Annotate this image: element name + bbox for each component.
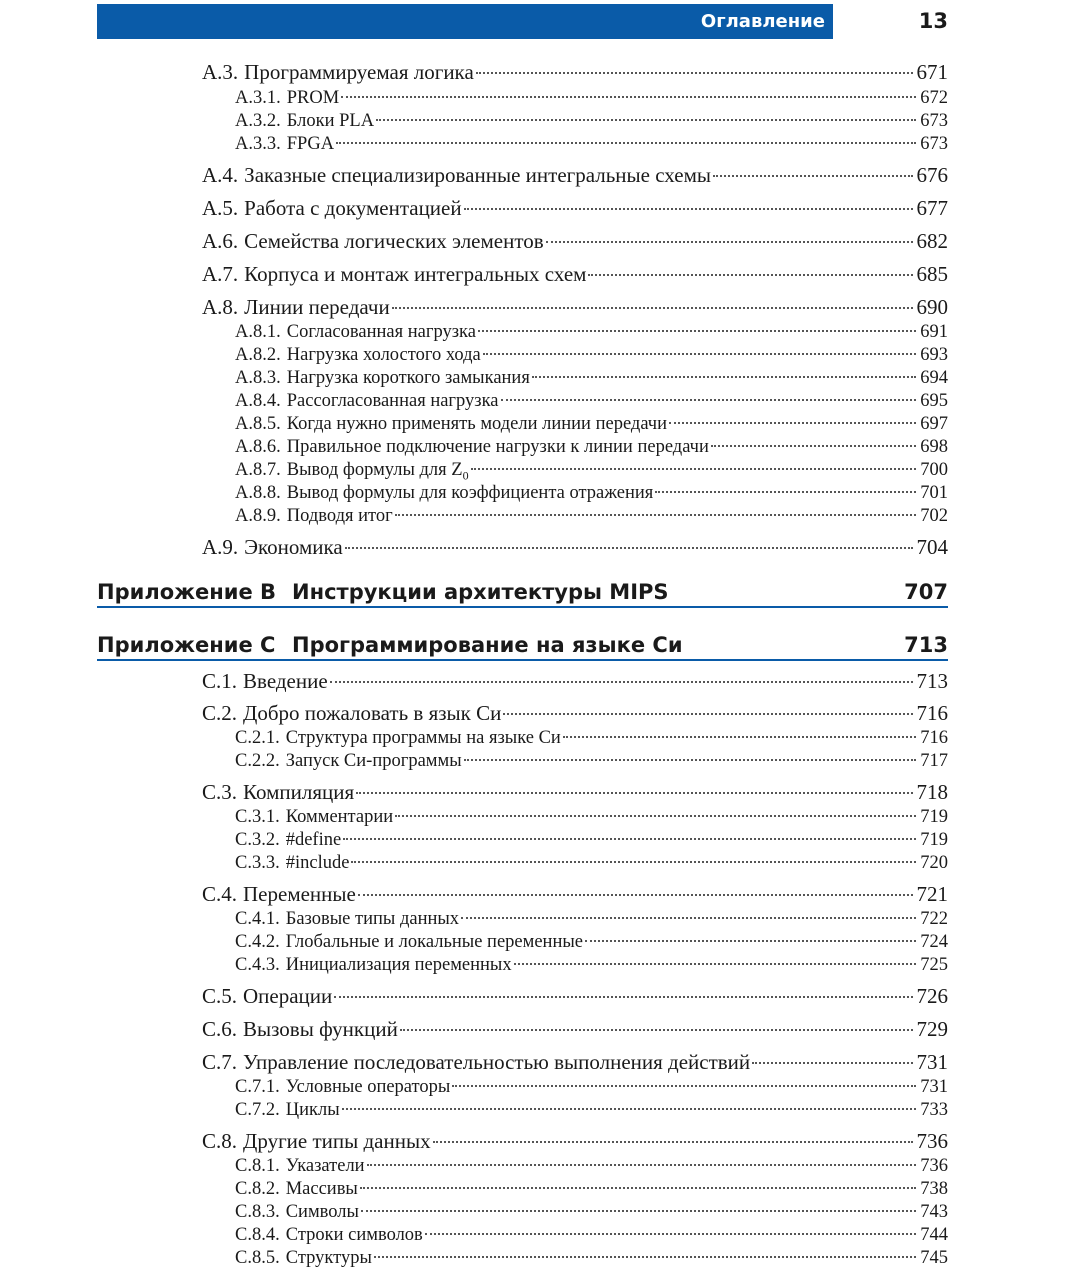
toc-subentry[interactable] [235, 830, 948, 853]
toc-subentry[interactable] [235, 955, 948, 978]
toc-entry-page: 745 [920, 1248, 948, 1268]
toc-entry-page: 731 [920, 1077, 948, 1097]
toc-subentry[interactable] [235, 506, 948, 529]
toc-entry-page: 722 [920, 909, 948, 929]
toc-entry-number: C.3.1. [235, 807, 280, 827]
dot-leader [585, 940, 916, 942]
toc-entry-page: 736 [916, 1129, 948, 1153]
toc-entry-title-text: Массивы [285, 1179, 358, 1199]
toc-entry-title [286, 830, 341, 851]
dot-leader [358, 894, 913, 896]
toc-entry-title-text: Циклы [285, 1100, 340, 1120]
toc-entry-title [287, 414, 667, 435]
toc-entry-page: 702 [920, 506, 948, 526]
toc-entry-page: 716 [916, 701, 948, 725]
dot-leader [655, 491, 916, 493]
dot-leader [367, 1164, 917, 1166]
toc-entry-number: A.8.8. [235, 483, 281, 503]
toc-entry-title [286, 1077, 451, 1098]
toc-subentry[interactable] [235, 1156, 948, 1179]
appendix-page: 713 [904, 633, 948, 657]
appendix-title: Программирование на языке Си [292, 633, 683, 657]
dot-leader [395, 514, 917, 516]
dot-leader [532, 376, 916, 378]
toc-entry-page: 731 [916, 1050, 948, 1074]
toc-entry-number: A.8.5. [235, 414, 281, 434]
toc-entry-title [287, 134, 334, 155]
toc-entry-title-text: Согласованная нагрузка [286, 322, 476, 342]
toc-entry-number: C.3.2. [235, 830, 280, 850]
toc-entry-number: C.3. [202, 780, 238, 804]
toc-subentry[interactable] [235, 483, 948, 506]
appendix-c-heading[interactable] [97, 625, 948, 661]
toc-entry-title [286, 1156, 365, 1177]
toc-entry-page: 718 [916, 780, 948, 804]
toc-subentry[interactable] [235, 322, 948, 345]
dot-leader [351, 861, 916, 863]
toc-entry-number: C.8.5. [235, 1248, 280, 1268]
toc-entry-number: A.3. [202, 60, 239, 84]
toc-entry-number: A.6. [202, 229, 239, 253]
toc-entry-title [244, 229, 544, 254]
toc-entry-title-text: Экономика [244, 535, 343, 559]
dot-leader [464, 208, 913, 210]
dot-leader [376, 119, 916, 121]
toc-entry-number: C.6. [202, 1017, 238, 1041]
toc-entry-title [243, 984, 332, 1009]
toc-entry-number: A.4. [202, 163, 239, 187]
dot-leader [392, 307, 913, 309]
toc-entry-number: C.7.1. [235, 1077, 280, 1097]
toc-entry-page: 725 [920, 955, 948, 975]
toc-subentry[interactable] [235, 460, 948, 483]
toc-entry-title-text: Заказные специализированные интегральные схемы [244, 163, 711, 187]
toc-entry-title-text: Работа с документацией [244, 196, 462, 220]
toc-entry-title-text: Условные операторы [285, 1077, 451, 1097]
toc-entry-title [244, 262, 586, 287]
toc-entry-title [286, 1225, 423, 1246]
toc-entry-title [286, 751, 462, 772]
toc-entry-title [243, 1129, 431, 1154]
toc-entry[interactable] [202, 60, 948, 86]
dot-leader [563, 736, 916, 738]
toc-entry-number: A.3.3. [235, 134, 281, 154]
toc-entry-number: C.2.2. [235, 751, 280, 771]
toc-entry-number: A.8.1. [235, 322, 281, 342]
toc-entry-number: C.7. [202, 1050, 238, 1074]
toc-entry-title-text: Рассогласованная нагрузка [286, 391, 499, 411]
toc-entry-number: A.3.1. [235, 88, 281, 108]
toc-entry-title-text: Инициализация переменных [285, 955, 512, 975]
toc-entry-page: 717 [920, 751, 948, 771]
toc-entry-page: 695 [920, 391, 948, 411]
toc-entry-page: 673 [920, 134, 948, 154]
toc-entry-title [287, 345, 481, 366]
toc-subentry[interactable] [235, 134, 948, 157]
header-bar [97, 4, 833, 39]
toc-entry-subscript: 0 [462, 468, 469, 483]
toc-entry[interactable] [202, 984, 948, 1010]
toc-entry[interactable] [202, 1017, 948, 1043]
toc-entry-title [286, 1248, 372, 1269]
toc-entry-number: C.8. [202, 1129, 238, 1153]
appendix-label: Приложение B [97, 580, 277, 604]
toc-entry-page: 733 [920, 1100, 948, 1120]
toc-entry-title [286, 909, 459, 930]
toc-entry-title [287, 506, 393, 527]
running-header-title: Оглавление [700, 11, 825, 32]
toc-entry-title-text: Правильное подключение нагрузки к линии передачи [286, 437, 709, 457]
appendix-title: Инструкции архитектуры MIPS [292, 580, 669, 604]
toc-entry-page: 671 [916, 60, 948, 84]
dot-leader [464, 759, 917, 761]
page-number: 13 [918, 9, 948, 33]
dot-leader [471, 468, 917, 470]
toc-entry-title-text: Подводя итог [286, 506, 393, 526]
toc-entry-title [286, 932, 583, 953]
toc-entry[interactable] [202, 295, 948, 321]
toc-entry-title-text: Символы [285, 1202, 359, 1222]
toc-entry[interactable] [202, 229, 948, 255]
toc-entry-page: 676 [916, 163, 948, 187]
dot-leader [374, 1256, 916, 1258]
toc-entry-number: A.3.2. [235, 111, 281, 131]
toc-entry-page: 719 [920, 807, 948, 827]
dot-leader [400, 1029, 913, 1031]
toc-entry-title-text: Вывод формулы для коэффициента отражения [286, 483, 654, 503]
toc-entry-number: A.8.9. [235, 506, 281, 526]
toc-entry-number: A.8. [202, 295, 239, 319]
toc-entry-page: 698 [920, 437, 948, 457]
toc-entry-title [287, 483, 654, 504]
toc-entry-number: C.1. [202, 669, 238, 693]
toc-entry-title-text: Структуры [285, 1248, 372, 1268]
dot-leader [503, 713, 912, 715]
toc-entry-page: 677 [916, 196, 948, 220]
toc-entry-title-text: Комментарии [285, 807, 394, 827]
dot-leader [514, 963, 917, 965]
toc-subentry[interactable] [235, 1225, 948, 1248]
dot-leader [342, 1108, 917, 1110]
toc-entry-page: 744 [920, 1225, 948, 1245]
dot-leader [478, 330, 916, 332]
toc-entry-title [243, 780, 354, 805]
toc-entry-number: C.4.2. [235, 932, 280, 952]
toc-subentry[interactable] [235, 853, 948, 876]
dot-leader [334, 996, 912, 998]
toc-subentry[interactable] [235, 88, 948, 111]
toc-entry-title-text: Вывод формулы для Z [286, 460, 463, 480]
dot-leader [343, 838, 916, 840]
toc-entry-title [243, 701, 501, 726]
toc-entry-title-text: #define [285, 830, 342, 850]
toc-entry-number: C.8.1. [235, 1156, 280, 1176]
toc-entry-page: 721 [916, 882, 948, 906]
toc-entry-title-text: Программируемая логика [244, 60, 474, 84]
toc-entry-title-text: Вызовы функций [243, 1017, 398, 1041]
toc-entry-number: C.8.2. [235, 1179, 280, 1199]
dot-leader [711, 445, 916, 447]
toc-subentry[interactable] [235, 728, 948, 751]
dot-leader [752, 1062, 912, 1064]
dot-leader [669, 422, 916, 424]
toc-entry[interactable] [202, 882, 948, 908]
appendix-page: 707 [904, 580, 948, 604]
toc-entry-title-text: Компиляция [243, 780, 355, 804]
toc-entry-title-text: Линии передачи [244, 295, 390, 319]
toc-entry-title [243, 1050, 750, 1075]
toc-entry-title-text: Базовые типы данных [285, 909, 460, 929]
toc-entry-page: 672 [920, 88, 948, 108]
toc-entry[interactable] [202, 701, 948, 727]
toc-entry-number: C.4. [202, 882, 238, 906]
toc-entry-page: 700 [920, 460, 948, 480]
toc-entry-title-text: Структура программы на языке Си [285, 728, 561, 748]
toc-entry-title-text: Корпуса и монтаж интегральных схем [244, 262, 587, 286]
dot-leader [361, 1210, 916, 1212]
dot-leader [360, 1187, 916, 1189]
toc-subentry[interactable] [235, 1179, 948, 1202]
toc-entry-page: 720 [920, 853, 948, 873]
toc-entry-page: 690 [916, 295, 948, 319]
dot-leader [433, 1141, 913, 1143]
toc-entry-page: 726 [916, 984, 948, 1008]
dot-leader [425, 1233, 916, 1235]
toc-entry-number: A.9. [202, 535, 239, 559]
toc-entry-title [244, 163, 711, 188]
toc-entry-number: A.8.3. [235, 368, 281, 388]
toc-entry-title-text: Указатели [285, 1156, 365, 1176]
toc-entry-title-text: Операции [243, 984, 333, 1008]
toc-subentry[interactable] [235, 1202, 948, 1225]
toc-entry-page: 716 [920, 728, 948, 748]
toc-subentry[interactable] [235, 368, 948, 391]
toc-subentry[interactable] [235, 414, 948, 437]
toc-entry-title [287, 437, 709, 458]
dot-leader [483, 353, 917, 355]
toc-subentry[interactable] [235, 1248, 948, 1271]
toc-entry-title [287, 391, 499, 412]
toc-entry-page: 691 [920, 322, 948, 342]
toc-entry-title-text: Семейства логических элементов [244, 229, 544, 253]
appendix-b-heading[interactable] [97, 572, 948, 608]
toc-entry-title [244, 60, 474, 85]
toc-entry-number: C.8.3. [235, 1202, 280, 1222]
toc-subentry[interactable] [235, 1077, 948, 1100]
toc-entry-title [286, 1202, 359, 1223]
toc-entry-title [287, 111, 374, 132]
toc-entry-title [286, 807, 393, 828]
toc-entry-page: 724 [920, 932, 948, 952]
toc-entry-title [244, 535, 343, 560]
toc-entry-page: 704 [916, 535, 948, 559]
toc-entry[interactable] [202, 780, 948, 806]
toc-entry-title-text: Нагрузка короткого замыкания [286, 368, 530, 388]
toc-entry-page: 736 [920, 1156, 948, 1176]
toc-entry-title-text: Введение [243, 669, 328, 693]
toc-entry-title-text: Глобальные и локальные переменные [285, 932, 583, 952]
toc-entry-number: C.7.2. [235, 1100, 280, 1120]
dot-leader [476, 72, 913, 74]
toc-entry-title-text: Переменные [243, 882, 356, 906]
toc-entry-page: 697 [920, 414, 948, 434]
dot-leader [588, 274, 912, 276]
toc-entry-title [286, 1100, 340, 1121]
toc-entry-number: A.5. [202, 196, 239, 220]
dot-leader [461, 917, 916, 919]
toc-entry-title [243, 1017, 398, 1042]
toc-entry-title [286, 853, 350, 874]
toc-entry-page: 719 [920, 830, 948, 850]
appendix-label: Приложение C [97, 633, 276, 657]
toc-entry[interactable] [202, 262, 948, 288]
toc-entry-number: C.4.3. [235, 955, 280, 975]
toc-entry-number: A.7. [202, 262, 239, 286]
toc-entry-title [287, 368, 530, 389]
toc-subentry[interactable] [235, 111, 948, 134]
dot-leader [345, 547, 913, 549]
dot-leader [330, 681, 913, 683]
toc-entry-title-text: Блоки PLA [286, 111, 375, 131]
toc-entry-title [287, 322, 476, 343]
dot-leader [395, 815, 916, 817]
dot-leader [336, 142, 916, 144]
toc-entry-title-text: Строки символов [285, 1225, 423, 1245]
toc-entry-title-text: FPGA [286, 134, 335, 154]
toc-entry[interactable] [202, 535, 948, 561]
toc-entry-page: 743 [920, 1202, 948, 1222]
toc-entry-title-text: Другие типы данных [243, 1129, 431, 1153]
toc-subentry[interactable] [235, 391, 948, 414]
toc-entry-title [243, 882, 356, 907]
toc-entry-page: 685 [916, 262, 948, 286]
toc-subentry[interactable] [235, 345, 948, 368]
toc-entry-page: 738 [920, 1179, 948, 1199]
toc-entry-number: C.2. [202, 701, 238, 725]
toc-entry-number: A.8.7. [235, 460, 281, 480]
toc-entry-title-text: Нагрузка холостого хода [286, 345, 481, 365]
toc-entry-title-text: Когда нужно применять модели линии передачи [286, 414, 668, 434]
toc-entry-title [244, 295, 390, 320]
toc-entry-number: A.8.4. [235, 391, 281, 411]
toc-subentry[interactable] [235, 751, 948, 774]
toc-entry-number: C.2.1. [235, 728, 280, 748]
toc-entry-title-text: Запуск Си-программы [285, 751, 462, 771]
toc-entry-title [244, 196, 461, 221]
toc-entry-page: 693 [920, 345, 948, 365]
dot-leader [356, 792, 912, 794]
toc-entry[interactable] [202, 1050, 948, 1076]
toc-entry-page: 729 [916, 1017, 948, 1041]
toc-entry[interactable] [202, 1129, 948, 1155]
toc-entry-number: C.8.4. [235, 1225, 280, 1245]
toc-entry-title [243, 669, 328, 694]
dot-leader [341, 96, 916, 98]
toc-entry-page: 701 [920, 483, 948, 503]
toc-subentry[interactable] [235, 932, 948, 955]
toc-entry-number: A.8.2. [235, 345, 281, 365]
dot-leader [452, 1085, 916, 1087]
toc-entry-number: C.4.1. [235, 909, 280, 929]
toc-entry[interactable] [202, 669, 948, 695]
toc-subentry[interactable] [235, 437, 948, 460]
toc-entry-title-text: Управление последовательностью выполнения действий [243, 1050, 751, 1074]
toc-entry-title [286, 728, 561, 749]
toc-entry[interactable] [202, 163, 948, 189]
toc-entry[interactable] [202, 196, 948, 222]
dot-leader [713, 175, 913, 177]
toc-entry-page: 694 [920, 368, 948, 388]
toc-entry-title-text: PROM [286, 88, 340, 108]
toc-entry-number: C.3.3. [235, 853, 280, 873]
toc-entry-title [287, 88, 339, 109]
toc-entry-title [286, 955, 512, 976]
toc-entry-title [286, 1179, 358, 1200]
toc-subentry[interactable] [235, 909, 948, 932]
toc-entry-number: A.8.6. [235, 437, 281, 457]
dot-leader [546, 241, 913, 243]
toc-subentry[interactable] [235, 807, 948, 830]
toc-entry-title-text: #include [285, 853, 350, 873]
toc-entry-title [287, 460, 469, 484]
dot-leader [501, 399, 917, 401]
toc-entry-page: 682 [916, 229, 948, 253]
toc-subentry[interactable] [235, 1100, 948, 1123]
toc-entry-page: 673 [920, 111, 948, 131]
toc-entry-title-text: Добро пожаловать в язык Си [243, 701, 502, 725]
toc-entry-page: 713 [916, 669, 948, 693]
toc-entry-number: C.5. [202, 984, 238, 1008]
